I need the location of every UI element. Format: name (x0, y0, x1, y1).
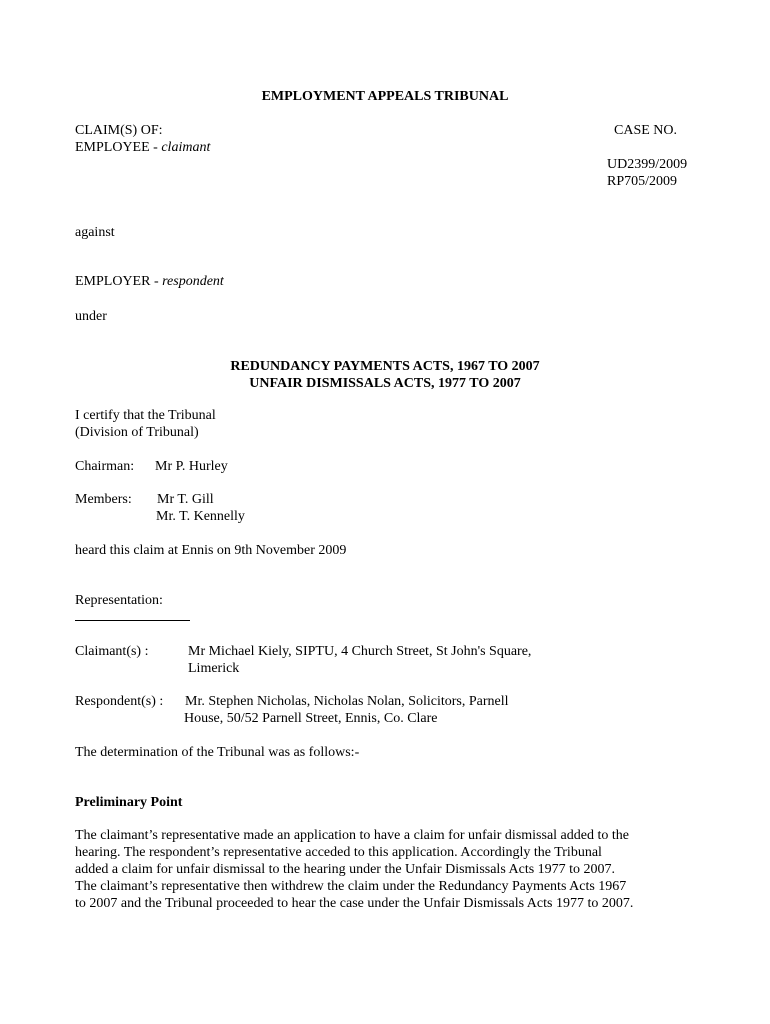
claimant-rep-line: Mr Michael Kiely, SIPTU, 4 Church Street, St John's Square, (188, 644, 532, 659)
respondent-rep-line: House, 50/52 Parnell Street, Ennis, Co. Clare (184, 711, 438, 726)
against-text: against (75, 225, 115, 240)
case-number: UD2399/2009 (607, 157, 688, 172)
employee-role: - claimant (153, 140, 211, 155)
employee-label: EMPLOYEE (75, 140, 150, 155)
paragraph-line: to 2007 and the Tribunal proceeded to hear the case under the Unfair Dismissals Acts 1977 to 2007. (75, 896, 634, 911)
section-heading: Preliminary Point (75, 795, 183, 810)
chairman-name: Mr P. Hurley (155, 459, 228, 474)
determination-intro: The determination of the Tribunal was as follows:- (75, 745, 360, 760)
case-number-label: CASE NO. (614, 123, 678, 138)
paragraph-line: The claimant’s representative then withdrew the claim under the Redundancy Payments Acts 1967 (75, 879, 627, 894)
chairman-label: Chairman: (75, 459, 135, 474)
paragraph-line: added a claim for unfair dismissal to the hearing under the Unfair Dismissals Acts 1977 to 2007. (75, 862, 616, 877)
under-text: under (75, 309, 107, 324)
paragraph-line: hearing. The respondent’s representative acceded to this application. Accordingly the Tribunal (75, 845, 602, 860)
claimant-rep-line: Limerick (188, 661, 240, 676)
act-title: REDUNDANCY PAYMENTS ACTS, 1967 TO 2007 (230, 359, 540, 374)
representation-underline (75, 620, 190, 621)
case-number: RP705/2009 (607, 174, 678, 189)
members-label: Members: (75, 492, 132, 507)
respondent-rep-line: Mr. Stephen Nicholas, Nicholas Nolan, Solicitors, Parnell (185, 694, 509, 709)
member-name: Mr T. Gill (157, 492, 214, 507)
paragraph-line: The claimant’s representative made an application to have a claim for unfair dismissal added to the (75, 828, 629, 843)
claimant-rep-label: Claimant(s) : (75, 644, 149, 659)
document-title: EMPLOYMENT APPEALS TRIBUNAL (261, 89, 509, 104)
member-name: Mr. T. Kennelly (156, 509, 245, 524)
representation-heading: Representation: (75, 593, 163, 608)
tribunal-division-text: (Division of Tribunal) (75, 425, 199, 440)
claims-of-label: CLAIM(S) OF: (75, 123, 163, 138)
certify-text: I certify that the Tribunal (75, 408, 216, 423)
act-title: UNFAIR DISMISSALS ACTS, 1977 TO 2007 (249, 376, 521, 391)
employer-line (75, 273, 224, 290)
preliminary-paragraph (75, 827, 700, 912)
employer-role: respondent (162, 274, 224, 289)
employer-label: EMPLOYER - (75, 274, 159, 289)
employee-line (75, 139, 210, 156)
hearing-statement: heard this claim at Ennis on 9th November 2009 (75, 543, 347, 558)
respondent-rep-label: Respondent(s) : (75, 694, 164, 709)
